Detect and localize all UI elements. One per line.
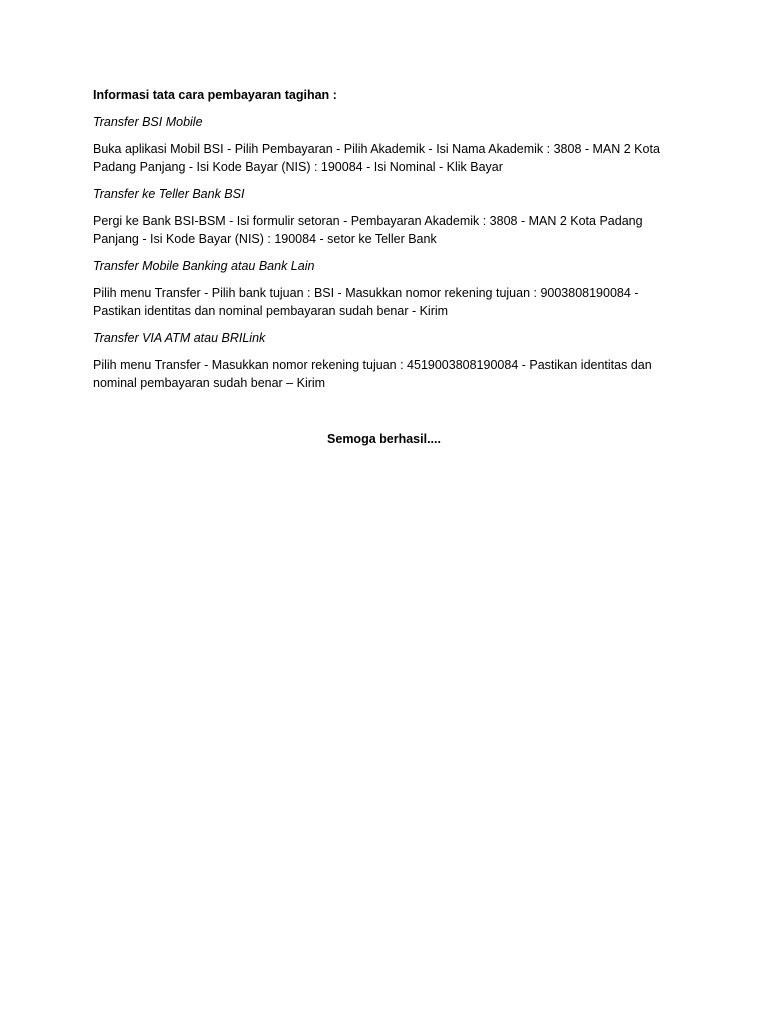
section-title: Transfer Mobile Banking atau Bank Lain — [93, 259, 315, 273]
closing-text: Semoga berhasil.... — [327, 432, 441, 446]
section-mobile-banking — [93, 257, 683, 320]
section-bsi-mobile — [93, 113, 683, 176]
section-body: Pergi ke Bank BSI-BSM - Isi formulir setoran - Pembayaran Akademik : 3808 - MAN 2 Kota Padang Panjang - Isi Kode Bayar (NIS) : 190084 - setor ke Teller Bank — [93, 214, 643, 246]
section-title: Transfer VIA ATM atau BRILink — [93, 331, 266, 345]
section-title: Transfer BSI Mobile — [93, 115, 203, 129]
document-content — [93, 86, 683, 401]
section-atm-brilink — [93, 329, 683, 392]
section-body: Pilih menu Transfer - Masukkan nomor rekening tujuan : 4519003808190084 - Pastikan identitas dan nominal pembayaran sudah benar – Kirim — [93, 358, 652, 390]
section-body: Pilih menu Transfer - Pilih bank tujuan : BSI - Masukkan nomor rekening tujuan : 9003808190084 - Pastikan identitas dan nominal pembayaran sudah benar - Kirim — [93, 286, 639, 318]
section-title: Transfer ke Teller Bank BSI — [93, 187, 245, 201]
section-body: Buka aplikasi Mobil BSI - Pilih Pembayaran - Pilih Akademik - Isi Nama Akademik : 3808 - MAN 2 Kota Padang Panjang - Isi Kode Bayar (NIS) : 190084 - Isi Nominal - Klik Bayar — [93, 142, 660, 174]
document-heading: Informasi tata cara pembayaran tagihan : — [93, 88, 337, 102]
section-teller-bank — [93, 185, 683, 248]
